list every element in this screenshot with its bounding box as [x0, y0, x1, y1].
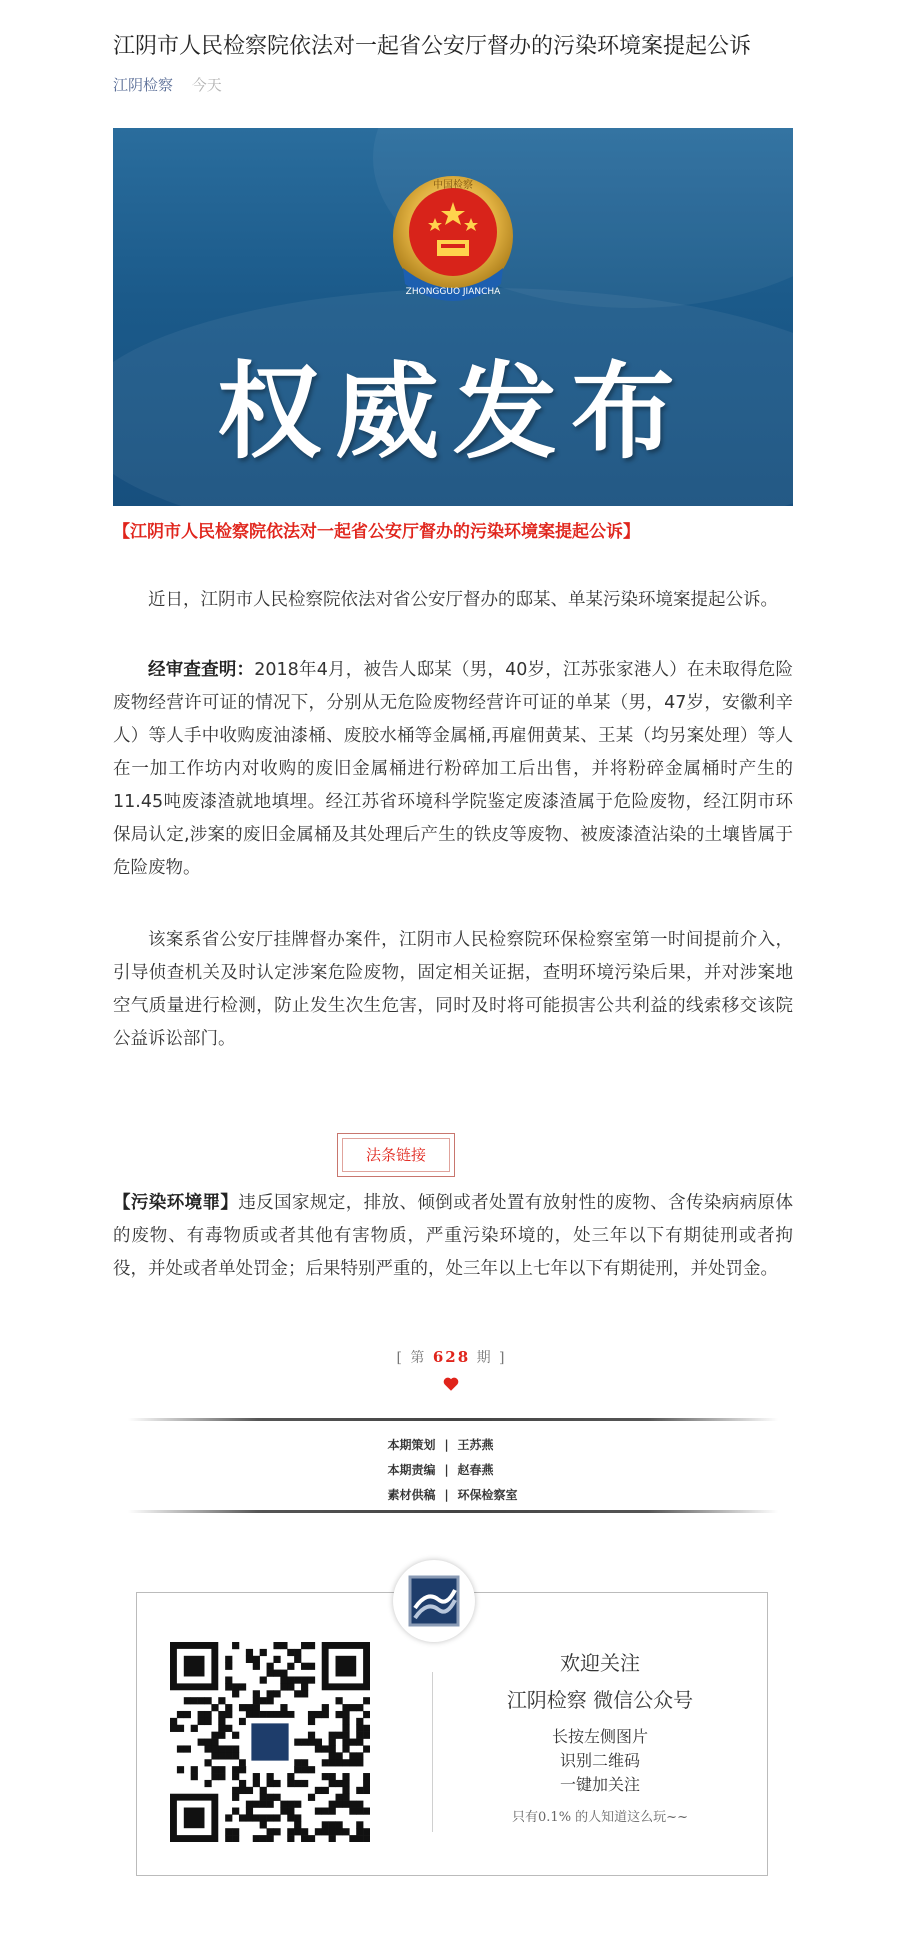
svg-text:中国检察: 中国检察	[433, 180, 473, 191]
issue-number-value: 628	[432, 1348, 471, 1366]
follow-tagline: 只有0.1% 的人知道这么玩~~	[512, 1810, 688, 1825]
follow-instruction-3: 一键加关注	[559, 1775, 640, 1794]
heart-icon	[442, 1375, 460, 1393]
paragraph-supervision: 该案系省公安厅挂牌督办案件，江阴市人民检察院环保检察室第一时间提前介入，引导侦查机关及时认定涉案危险废物，固定相关证据，查明环境污染后果，并对涉案地空气质量进行检测，防止发生次生危害，同时及时将可能损害公共利益的线索移交该院公益诉讼部门。	[113, 930, 793, 1049]
findings-lead: 经审查查明：	[148, 660, 255, 680]
banner-headline: 权威发布	[216, 350, 689, 473]
article-title: 江阴市人民检察院依法对一起省公安厅督办的污染环境案提起公诉	[113, 34, 752, 59]
svg-text:ZHONGGUO JIANCHA: ZHONGGUO JIANCHA	[405, 287, 501, 297]
law-text: 违反国家规定，排放、倾倒或者处置有放射性的废物、含传染病病原体的废物、有毒物质或者其他有害物质，严重污染环境的，处三年以下有期徒刑或者拘役，并处或者单处罚金；后果特别严重的，处三年以上七年以下有期徒刑，并处罚金。	[113, 1193, 794, 1279]
divider	[128, 1510, 778, 1513]
credit-row: 素材供稿 | 环保检察室	[387, 1488, 518, 1502]
issue-number: [ 第 628 期 ]	[396, 1348, 507, 1366]
procuratorate-emblem-icon	[383, 168, 523, 318]
follow-instruction-1: 长按左侧图片	[551, 1727, 648, 1746]
red-caption: 【江阴市人民检察院依法对一起省公安厅督办的污染环境案提起公诉】	[113, 522, 640, 542]
law-lead: 【污染环境罪】	[113, 1193, 239, 1213]
law-link-label: 法条链接	[342, 1138, 450, 1172]
findings-text: 2018年4月，被告人邸某（男，40岁，江苏张家港人）在未取得危险废物经营许可证的情况下，分别从无危险废物经营许可证的单某（男，47岁，安徽利辛人）等人手中收购废油漆桶、废胶水桶等金属桶,再雇佣黄某、王某（均另案处理）等人在一加工作坊内对收购的废旧金属桶进行粉碎加工后出售，并将粉碎金属桶时产生的11.45吨废漆渣就地填埋。经江苏省环境科学院鉴定废漆渣属于危险废物，经江阴市环保局认定,涉案的废旧金属桶及其处理后产生的铁皮等废物、被废漆渣沾染的土壤皆属于危险废物。	[113, 660, 794, 878]
follow-account: 江阴检察 微信公众号	[506, 1688, 694, 1712]
publish-date: 今天	[191, 76, 222, 94]
article-meta	[113, 74, 222, 95]
follow-welcome: 欢迎关注	[560, 1651, 640, 1675]
credit-row: 本期责编 | 赵春燕	[387, 1463, 494, 1477]
paragraph-intro: 近日，江阴市人民检察院依法对省公安厅督办的邸某、单某污染环境案提起公诉。	[148, 590, 778, 610]
card-divider	[432, 1672, 433, 1832]
credit-row: 本期策划 | 王苏燕	[387, 1438, 494, 1452]
paragraph-law	[113, 1187, 793, 1286]
qr-code-image[interactable]	[170, 1642, 370, 1842]
jiangyin-procuratorate-logo-icon	[393, 1560, 475, 1642]
law-link-heading	[337, 1133, 455, 1177]
account-name-link[interactable]: 江阴检察	[113, 76, 174, 94]
banner-image	[113, 128, 793, 506]
paragraph-findings	[113, 654, 793, 885]
divider	[128, 1418, 778, 1421]
follow-instruction-2: 识别二维码	[559, 1751, 640, 1770]
